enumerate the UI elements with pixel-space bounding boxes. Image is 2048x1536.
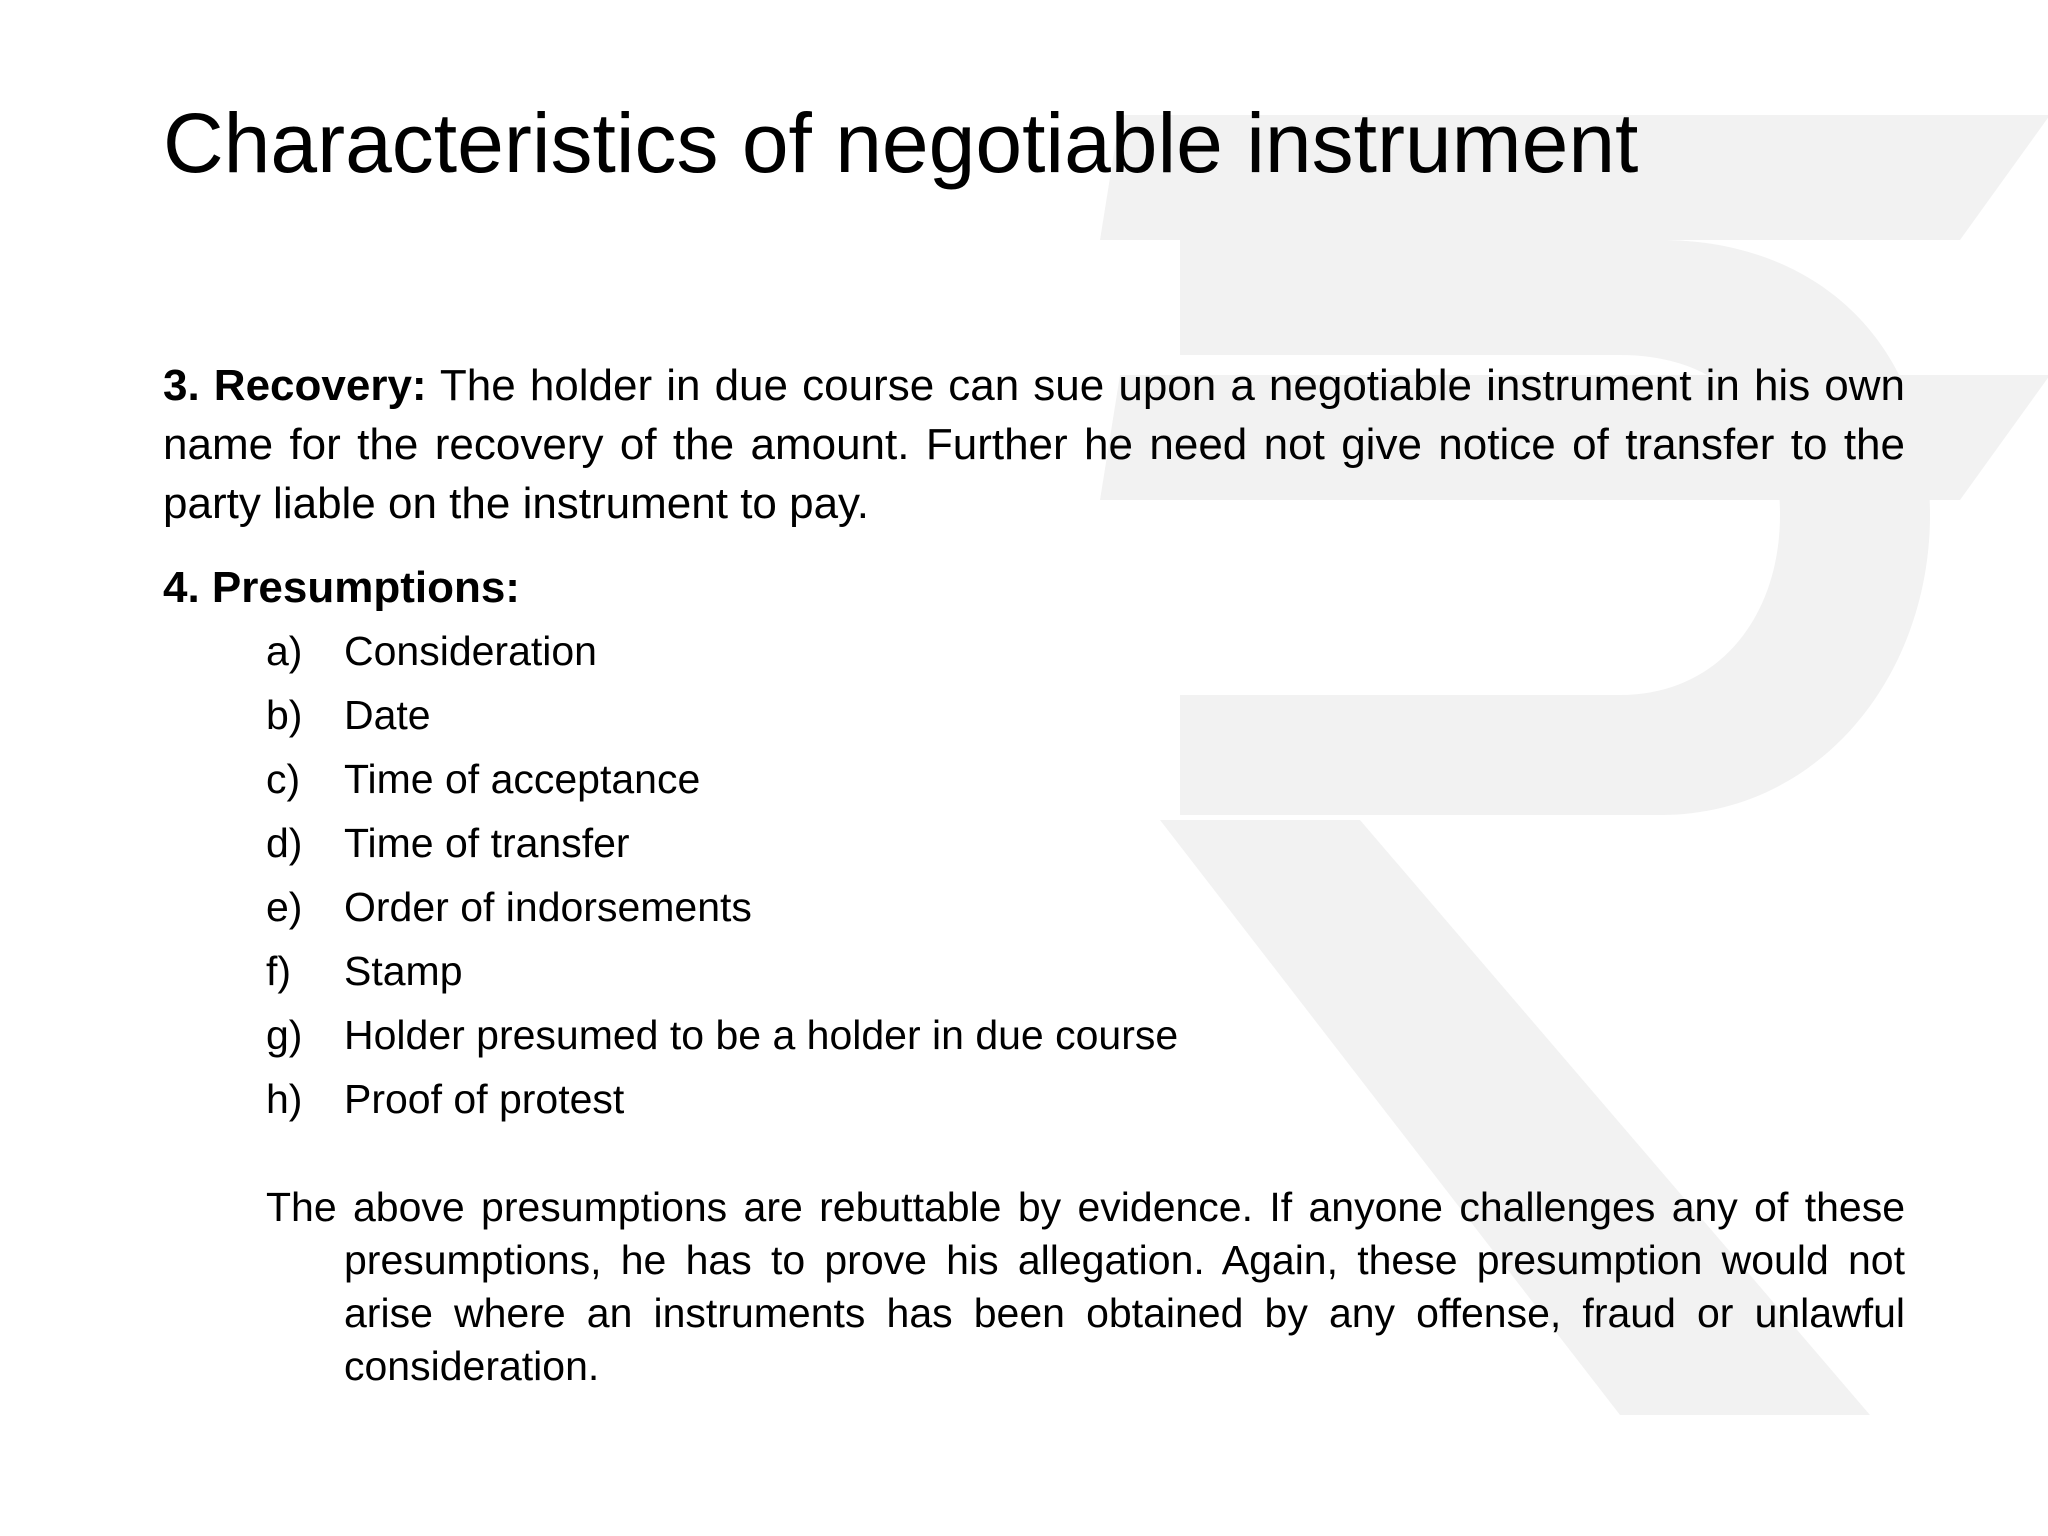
list-item-text: Consideration — [344, 628, 597, 674]
list-item — [266, 811, 1905, 875]
presumptions-list — [163, 619, 1905, 1131]
slide-title: Characteristics of negotiable instrument — [163, 96, 1639, 190]
list-marker: b) — [266, 692, 303, 738]
list-item — [266, 683, 1905, 747]
list-item-text: Order of indorsements — [344, 884, 752, 930]
slide-body — [163, 356, 1905, 1393]
list-marker: c) — [266, 756, 301, 802]
list-item — [266, 875, 1905, 939]
presumptions-heading: 4. Presumptions: — [163, 563, 520, 612]
rebuttal-note: The above presumptions are rebuttable by evidence. If anyone challenges any of these presumptions, he has to prove his allegation. Again, these presumption would not arise where an instruments has been obtained by any offense, fraud or unlawful consideration. — [266, 1184, 1905, 1389]
list-item — [266, 1067, 1905, 1131]
list-item-text: Time of transfer — [344, 820, 630, 866]
list-item-text: Holder presumed to be a holder in due course — [344, 1012, 1179, 1058]
recovery-label: 3. Recovery: — [163, 361, 427, 410]
list-marker: g) — [266, 1012, 303, 1058]
recovery-paragraph — [163, 356, 1905, 533]
list-item — [266, 747, 1905, 811]
list-marker: h) — [266, 1076, 303, 1122]
list-marker: a) — [266, 628, 303, 674]
list-item — [266, 1003, 1905, 1067]
list-item-text: Date — [344, 692, 431, 738]
list-marker: d) — [266, 820, 303, 866]
list-item-text: Proof of protest — [344, 1076, 625, 1122]
list-marker: e) — [266, 884, 303, 930]
recovery-text: The holder in due course can sue upon a negotiable instrument in his own name for the recovery of the amount. Further he need not give notice of transfer to the party liable on the instrument to pay. — [163, 361, 1906, 528]
list-item — [266, 619, 1905, 683]
list-item — [266, 939, 1905, 1003]
list-item-text: Time of acceptance — [344, 756, 701, 802]
list-item-text: Stamp — [344, 948, 463, 994]
list-marker: f) — [266, 948, 292, 994]
